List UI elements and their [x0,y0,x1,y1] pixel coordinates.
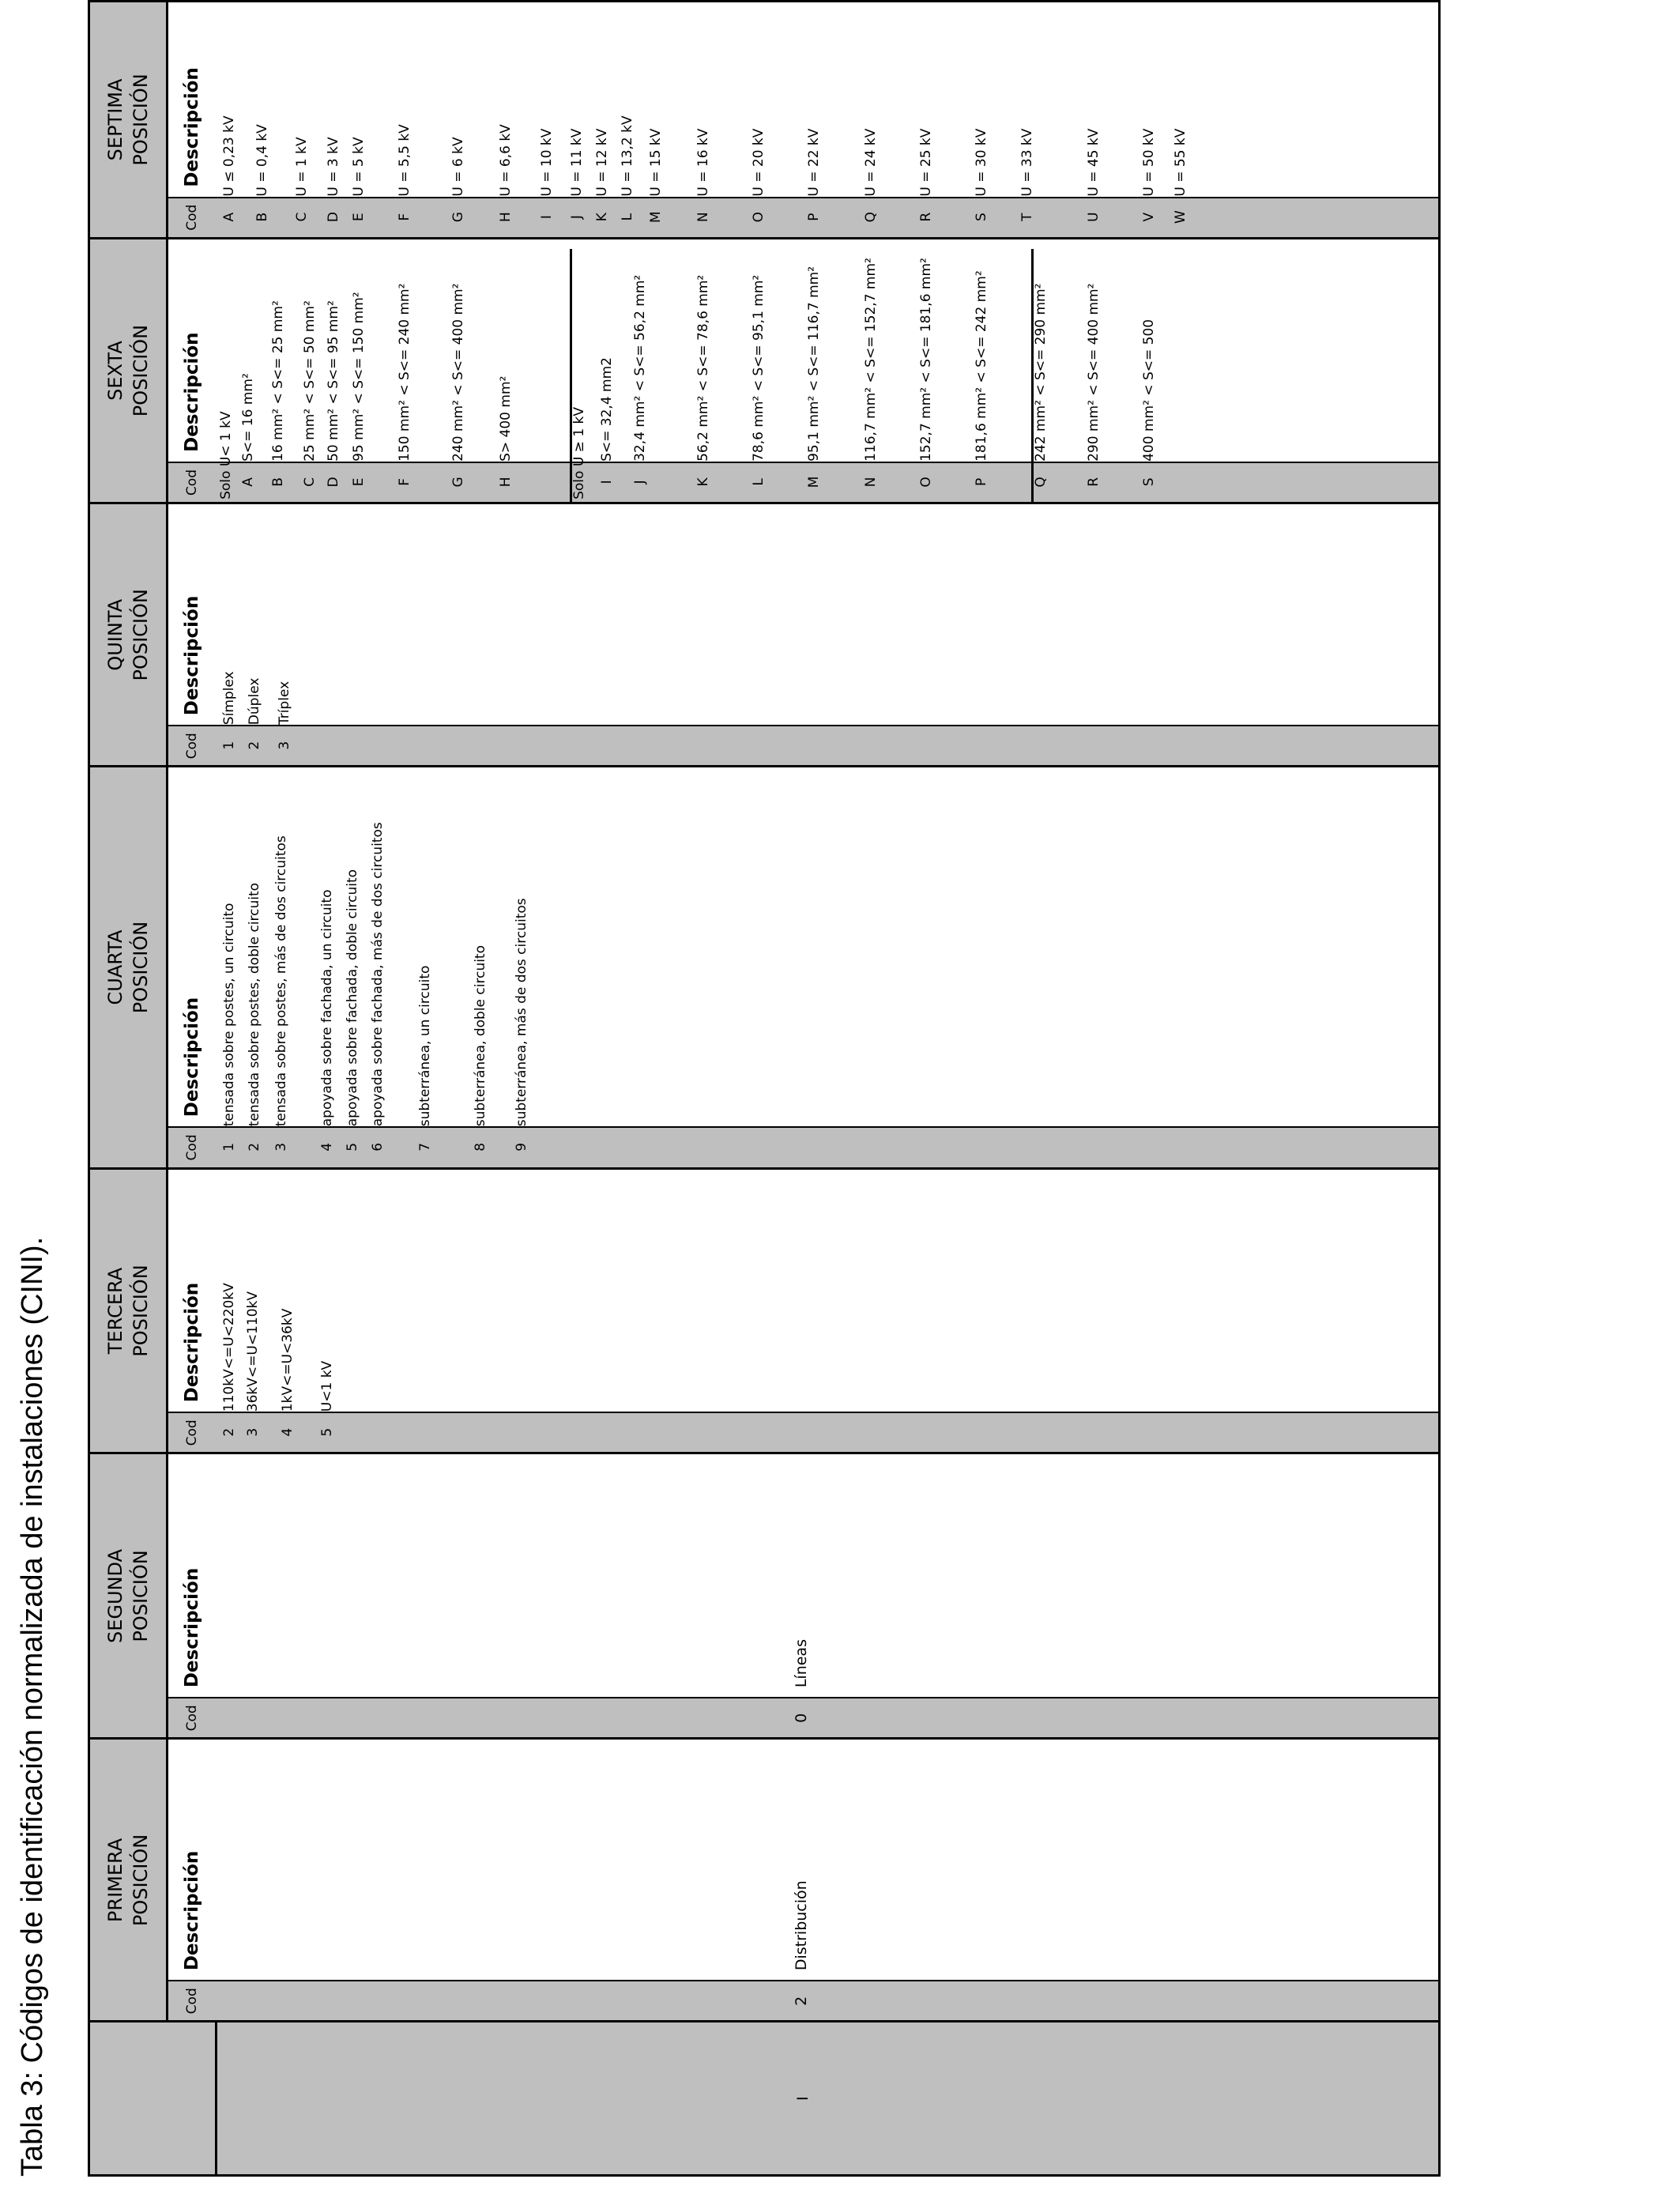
cod-header-5: Cod [168,726,217,767]
desc-6-18: 400 mm² < S<= 500 [1141,319,1157,462]
code-6-9: J [632,480,648,484]
desc-3-3: U<1 kV [319,1360,335,1412]
position-title-6: SEXTA POSICIÓN [89,238,168,503]
desc-4-4: apoyada sobre fachada, doble circuito [345,869,360,1127]
cod-header-7: Cod [168,198,217,239]
cod-header-6: Cod [168,462,217,503]
code-5-2: 3 [277,741,292,750]
desc-7-18: U = 30 kV [974,128,989,197]
code-6-12: M [806,476,822,488]
position-title-5: QUINTA POSICIÓN [89,503,168,767]
desc-7-19: U = 33 kV [1019,128,1035,197]
code-4-2: 3 [273,1142,289,1152]
code-7-14: O [751,211,767,223]
desc-6-9: 32,4 mm² < S<= 56,2 mm² [632,274,648,462]
desc-6-16: 242 mm² < S<= 290 mm² [1033,283,1049,462]
code-6-8: I [599,480,615,484]
code-6-5: F [397,478,412,486]
desc-6-6: 240 mm² < S<= 400 mm² [450,283,466,462]
desc-7-20: U = 45 kV [1086,128,1102,197]
desc-4-0: tensada sobre postes, un circuito [221,903,237,1127]
sexta-group-1: Solo U< 1 kV [218,411,234,499]
code-6-17: R [1086,477,1102,487]
desc-6-15: 181,6 mm² < S<= 242 mm² [974,270,989,462]
position-title-3: TERCERA POSICIÓN [89,1168,168,1453]
code-6-4: E [351,477,367,487]
cod-col-5 [216,726,1439,767]
desc-7-9: U = 11 kV [569,128,585,197]
desc-6-7: S> 400 mm² [498,375,514,462]
desc-7-5: U = 5,5 kV [397,124,412,197]
desc-7-8: U = 10 kV [539,128,555,197]
code-7-22: W [1173,210,1188,224]
code-5-1: 2 [247,741,262,750]
desc-6-2: 25 mm² < S<= 50 mm² [302,300,318,462]
desc-3-0: 110kV<=U<220kV [221,1283,237,1412]
cod-header-4: Cod [168,1127,217,1168]
desc-4-6: subterránea, un circuito [417,965,433,1127]
desc-col-1 [216,1739,1439,1981]
desc-header-5: Descripción [168,503,217,726]
lead-header [89,2022,217,2176]
desc-col-3 [216,1168,1439,1437]
code-7-21: V [1141,212,1157,222]
code-6-15: P [974,477,989,487]
lead-code: I [793,2096,812,2102]
desc-7-7: U = 6,6 kV [498,124,514,197]
desc-6-5: 150 mm² < S<= 240 mm² [397,283,412,462]
code-7-18: S [974,213,989,222]
desc-6-13: 116,7 mm² < S<= 152,7 mm² [863,258,879,462]
desc-7-12: U = 15 kV [648,128,664,197]
cod-header-3: Cod [168,1412,217,1453]
code-6-1: B [270,477,286,487]
cod-col-3 [216,1412,1439,1453]
code-7-12: M [648,211,664,223]
code-7-3: D [326,212,341,223]
code-7-10: K [594,213,610,222]
code-7-4: E [351,213,367,221]
desc-7-6: U = 6 kV [450,137,466,197]
desc-7-11: U = 13,2 kV [620,115,635,197]
code-6-18: S [1141,477,1157,487]
code-7-5: F [397,213,412,221]
code-7-17: R [918,212,934,222]
desc-2-0: Líneas [793,1639,810,1688]
position-title-2: SEGUNDA POSICIÓN [89,1453,168,1739]
code-2-0: 0 [793,1713,810,1723]
desc-7-17: U = 25 kV [918,128,934,197]
desc-7-22: U = 55 kV [1173,128,1188,197]
code-7-9: J [569,215,585,220]
position-title-4: CUARTA POSICIÓN [89,767,168,1168]
code-4-7: 8 [473,1142,488,1152]
code-7-7: H [498,212,514,223]
code-7-8: I [539,215,555,220]
desc-col-7 [216,2,1439,224]
desc-6-3: 50 mm² < S<= 95 mm² [326,300,341,462]
desc-6-11: 78,6 mm² < S<= 95,1 mm² [751,274,767,462]
code-6-11: L [751,478,767,486]
position-title-7: SEPTIMA POSICIÓN [89,2,168,239]
desc-7-4: U = 5 kV [351,137,367,197]
code-7-0: A [221,212,237,222]
code-7-2: C [294,212,310,222]
cod-col-1 [216,1981,1439,2022]
code-6-13: N [863,477,879,488]
code-6-7: H [498,477,514,488]
desc-3-1: 36kV<=U<110kV [245,1291,261,1412]
sexta-group-2: Solo U ≥ 1 kV [571,406,587,499]
desc-4-3: apoyada sobre fachada, un circuito [319,889,335,1127]
code-3-2: 4 [280,1427,296,1437]
cod-header-1: Cod [168,1981,217,2022]
code-7-20: U [1086,212,1102,222]
desc-4-7: subterránea, doble circuito [473,944,488,1127]
desc-6-8: S<= 32,4 mm2 [599,357,615,462]
desc-7-0: U ≤ 0,23 kV [221,115,237,197]
desc-6-4: 95 mm² < S<= 150 mm² [351,292,367,462]
desc-col-5 [216,503,1439,750]
desc-header-3: Descripción [168,1168,217,1412]
desc-7-13: U = 16 kV [695,128,711,197]
desc-4-8: subterránea, más de dos circuitos [514,898,529,1127]
desc-7-15: U = 22 kV [806,128,822,197]
desc-7-16: U = 24 kV [863,128,879,197]
cod-header-2: Cod [168,1698,217,1739]
desc-header-6: Descripción [168,238,217,462]
code-7-1: B [254,212,270,222]
code-6-0: A [240,477,256,487]
code-6-3: D [326,477,341,488]
desc-7-10: U = 12 kV [594,128,610,197]
code-4-0: 1 [221,1142,237,1152]
code-7-15: P [806,213,822,221]
code-3-0: 2 [221,1427,237,1437]
code-6-6: G [450,477,466,488]
desc-5-0: Símplex [221,671,237,726]
desc-7-21: U = 50 kV [1141,128,1157,197]
desc-4-1: tensada sobre postes, doble circuito [247,882,262,1127]
desc-4-2: tensada sobre postes, más de dos circuitos [273,835,289,1127]
code-6-14: O [918,477,934,488]
code-4-4: 5 [345,1142,360,1152]
desc-7-1: U = 0,4 kV [254,124,270,197]
code-7-11: L [620,213,635,221]
cini-table [88,0,1441,2177]
cod-col-2 [216,1698,1439,1739]
position-title-1: PRIMERA POSICIÓN [89,1739,168,2022]
desc-col-6 [216,238,1439,499]
desc-6-12: 95,1 mm² < S<= 116,7 mm² [806,266,822,462]
desc-6-10: 56,2 mm² < S<= 78,6 mm² [695,274,711,462]
desc-5-1: Dúplex [247,677,262,726]
code-7-6: G [450,212,466,223]
desc-header-1: Descripción [168,1739,217,1981]
code-4-1: 2 [247,1142,262,1152]
code-4-6: 7 [417,1142,433,1152]
code-4-8: 9 [514,1142,529,1152]
code-7-13: N [695,212,711,222]
code-6-10: K [695,477,711,487]
code-6-2: C [302,477,318,487]
lead-cell [216,2022,1439,2176]
desc-7-3: U = 3 kV [326,137,341,197]
code-3-3: 5 [319,1427,335,1437]
desc-6-0: S<= 16 mm² [240,373,256,462]
code-3-1: 3 [245,1427,261,1437]
desc-1-0: Distribución [793,1880,810,1971]
code-4-5: 6 [370,1142,386,1152]
code-5-0: 1 [221,741,237,750]
desc-5-2: Tríplex [277,680,292,726]
desc-col-4 [216,767,1439,1152]
desc-4-5: apoyada sobre fachada, más de dos circuitos [370,822,386,1127]
desc-header-4: Descripción [168,767,217,1127]
desc-header-7: Descripción [168,2,217,198]
desc-col-2 [216,1453,1439,1698]
code-1-0: 2 [793,1996,810,2006]
code-7-19: T [1019,213,1035,221]
table-caption: Tabla 3: Códigos de identificación normalizada de instalaciones (CINI). [16,1236,49,2177]
desc-6-14: 152,7 mm² < S<= 181,6 mm² [918,258,934,462]
desc-7-14: U = 20 kV [751,128,767,197]
code-4-3: 4 [319,1142,335,1152]
desc-6-1: 16 mm² < S<= 25 mm² [270,300,286,462]
desc-header-2: Descripción [168,1453,217,1698]
code-6-16: Q [1033,477,1049,488]
desc-6-17: 290 mm² < S<= 400 mm² [1086,283,1102,462]
desc-7-2: U = 1 kV [294,137,310,197]
code-7-16: Q [863,211,879,223]
desc-3-2: 1kV<=U<36kV [280,1308,296,1412]
